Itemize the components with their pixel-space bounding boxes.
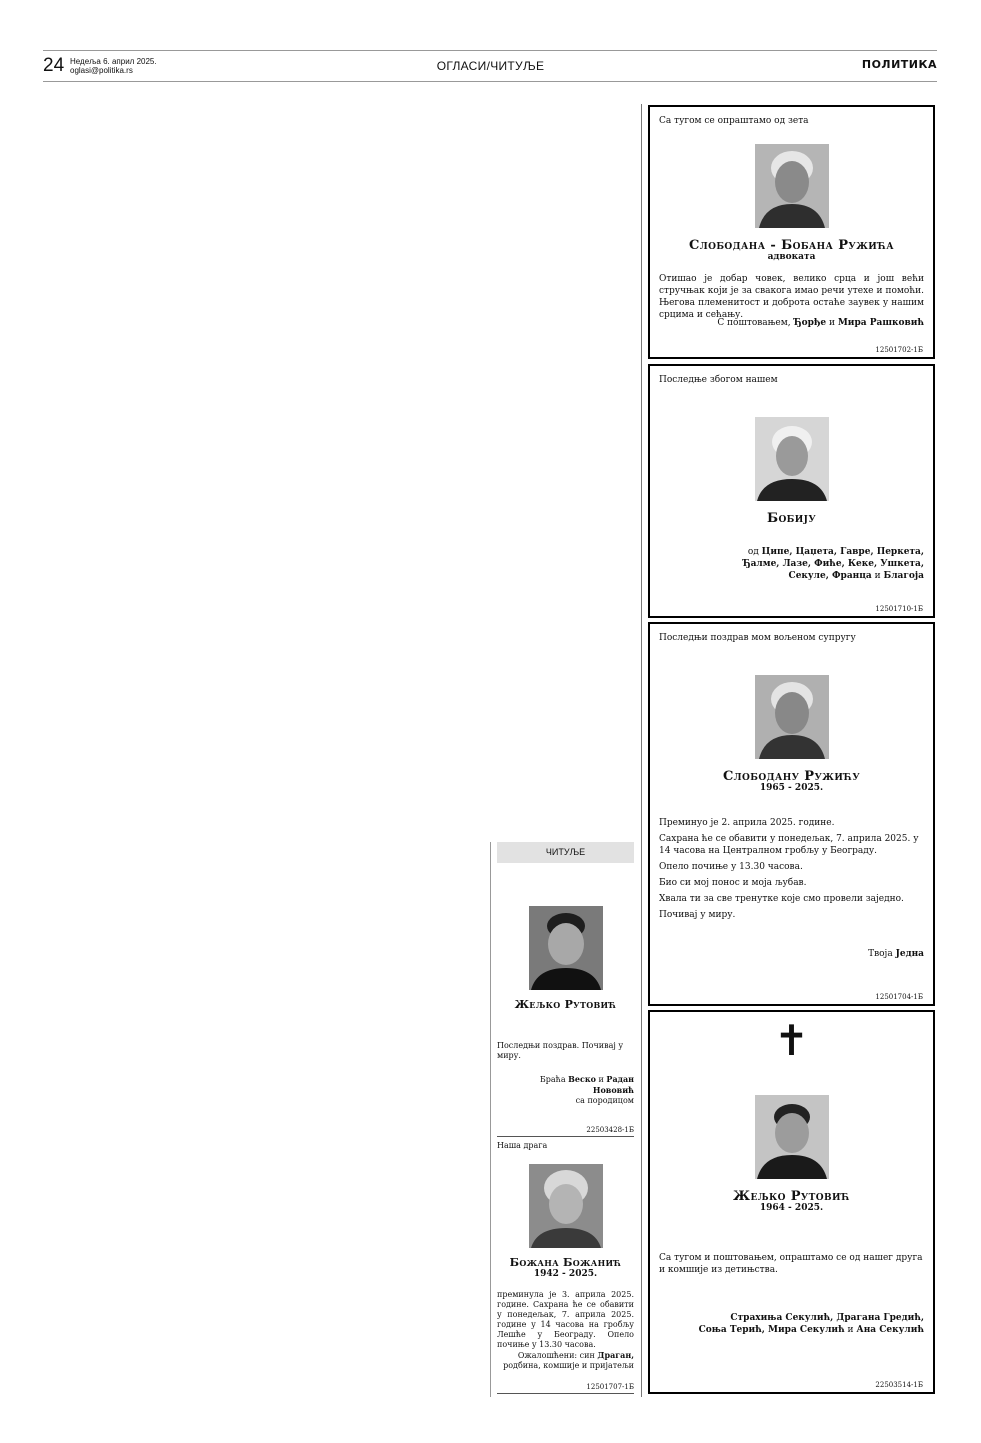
small-notice-body: Последњи поздрав. Почивај у миру. [497,1041,624,1060]
page-number: 24 [43,55,65,76]
small-deceased-name: Божана Божанић [509,1256,622,1269]
small-column-divider [490,842,491,1397]
portrait-photo [755,675,829,759]
notice-signature: од Ципе, Цаџета, Гавре, Перкета, Ђалме, Лазе, Фиће, Кеке, Ушкета, Секуле, Франца и Благоја [742,547,924,581]
portrait-photo [755,144,829,228]
obituary-notice-4 [648,1010,935,1394]
deceased-name: Жељко Рутовић [733,1189,850,1204]
small-deceased-name: Жељко Рутовић [514,998,617,1011]
small-notice-intro: Наша драга [497,1141,548,1150]
deceased-years: 1965 - 2025. [759,783,824,793]
deceased-title: адвоката [767,252,816,262]
small-notice-signature: Ожалошћени: син Драган, родбина, комшије и пријатељи [503,1350,634,1370]
header-top-rule [43,50,937,51]
obituary-notice-3 [648,622,935,1006]
small-ad-code: 22503428-1Б [586,1126,634,1134]
deceased-name: Слободана - Бобана Ружића [688,238,894,253]
ad-code: 12501702-1Б [875,346,923,354]
notice-signature: Твоја Једна [868,949,924,959]
notice-body: Преминуо је 2. априла 2025. године. Сахрана ће се обавити у понедељак, 7. априла 2025. у 14 часова на Централном гробљу у Београду. Опело почиње у 13.30 часова. Био си мој понос и моја љубав. Хвала ти за све тренутке које смо провели заједно. Почивај у миру. [659,818,919,920]
obituary-notice-2 [648,364,935,618]
notice-body: Са тугом и поштовањем, опраштамо се од нашег друга и комшије из детињства. [659,1253,923,1275]
brand-logo: ПОЛИТИКА [861,58,937,71]
column-divider [641,104,642,1397]
small-portrait-photo [529,1164,603,1248]
obituary-notice-1 [648,105,935,359]
cross-icon: ✝ [773,1016,810,1065]
small-section-header: ЧИТУЉЕ [497,842,634,863]
small-notice-signature: Браћа Веско и Радан Нововић са породицом [539,1074,634,1105]
small-notice-body: преминула је 3. априла 2025. године. Сахрана ће се обавити у понедељак, 7. априла 2025. године у 14 часова на гробљу Лешће у Београду. Опело почиње у 13.30 часова. [497,1290,634,1349]
deceased-years: 1964 - 2025. [759,1203,824,1213]
portrait-photo [755,1095,829,1179]
notice-intro: Последњи поздрав мом вољеном супругу [659,633,856,643]
notice-body: Отишао је добар човек, велико срца и још већи стручњак који је за свакога имао речи утехе и помоћи. Његова племенитост и доброта остаће заувек у нашим срцима и сећању. [659,274,924,320]
email-link[interactable]: oglasi@politika.rs [70,66,133,75]
small-ad-code: 12501707-1Б [586,1383,634,1391]
deceased-name: Бобију [766,511,817,526]
small-notice-divider [497,1136,634,1137]
small-deceased-years: 1942 - 2025. [533,1269,598,1279]
date-line: Недеља 6. април 2025. [70,57,157,66]
portrait-photo [755,417,829,501]
notice-signature: С поштовањем, Ђорђе и Мира Рашковић [717,318,924,328]
notice-intro: Последње збогом нашем [659,375,778,385]
notice-intro: Са тугом се опраштамо од зета [659,116,809,126]
notice-signature: Страхиња Секулић, Драгана Гредић, Соња Терић, Мира Секулић и Ана Секулић [698,1313,924,1335]
ad-code: 22503514-1Б [875,1381,923,1389]
header-bottom-rule [43,81,937,82]
ad-code: 12501710-1Б [875,605,923,613]
small-portrait-photo [529,906,603,990]
deceased-name: Слободану Ружићу [722,769,861,784]
ad-code: 12501704-1Б [875,993,923,1001]
small-notice-divider [497,1393,634,1394]
section-title: ОГЛАСИ/ЧИТУЉЕ [436,59,545,73]
